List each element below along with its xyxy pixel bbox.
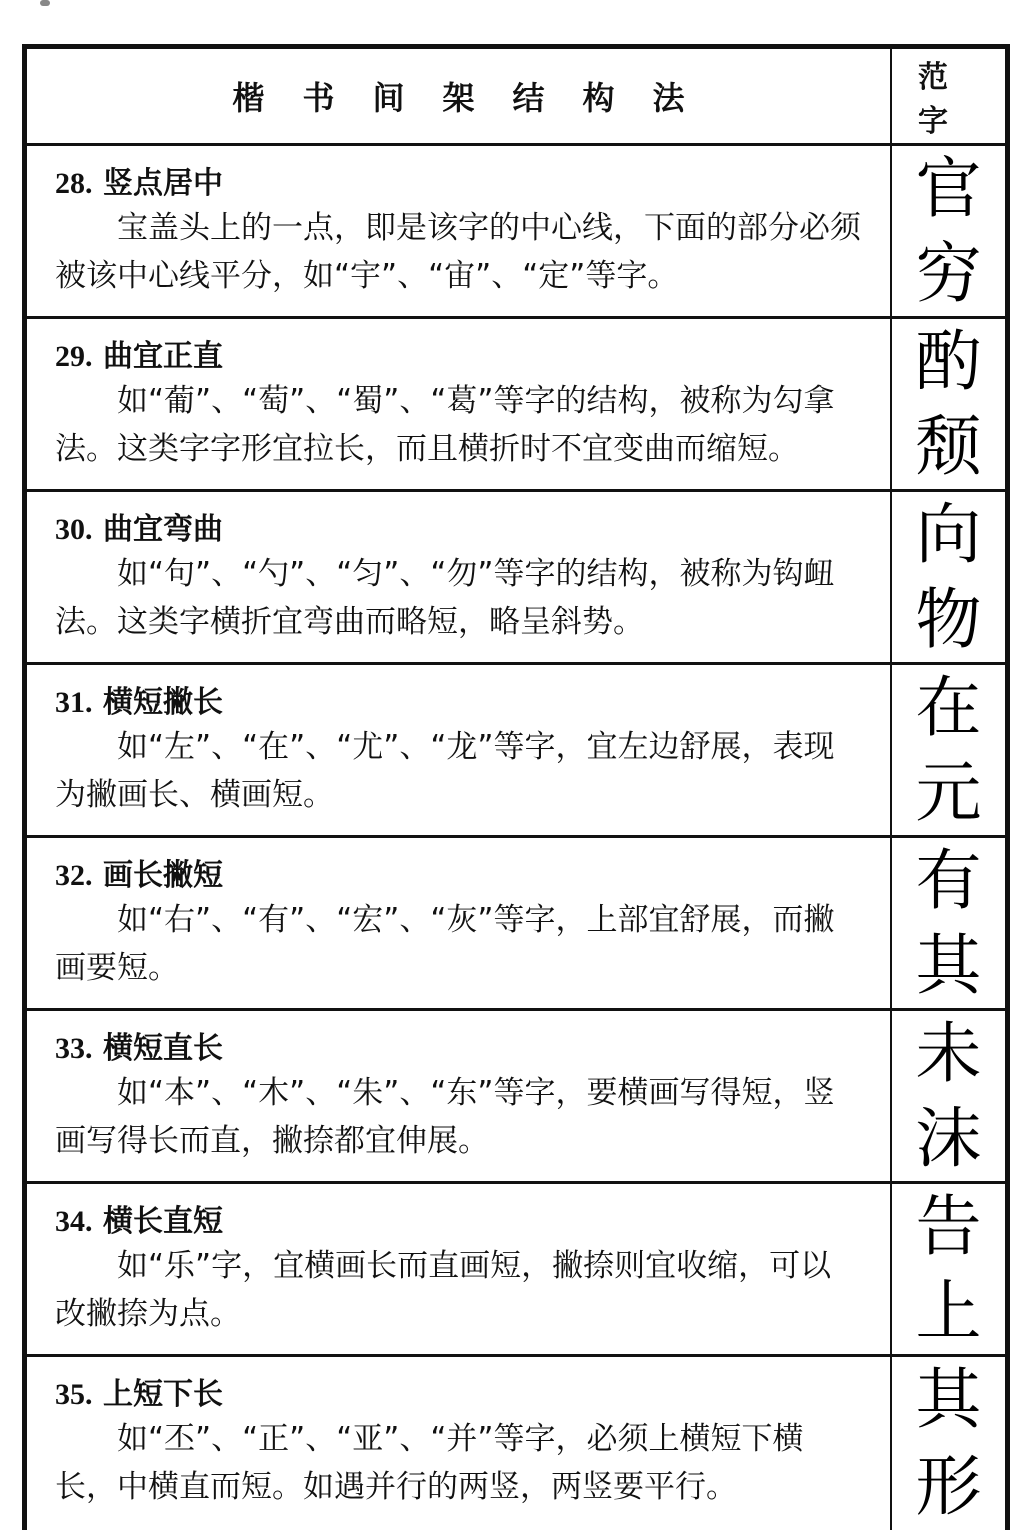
rule-body: 如“乐”字，宜横画长而直画短，撇捺则宜收缩，可以改撇捺为点。 bbox=[55, 1248, 832, 1332]
example-column-header: 范字 bbox=[918, 60, 974, 139]
table-row bbox=[27, 1184, 1005, 1357]
rule-body: 如“葡”、“萄”、“蜀”、“葛”等字的结构，被称为勾拿法。这类字字形宜拉长，而且横折时不宜变曲而缩短。 bbox=[55, 383, 835, 467]
table-header bbox=[27, 49, 1005, 146]
example-cell bbox=[892, 1011, 1005, 1181]
table-row bbox=[27, 146, 1005, 319]
table-row bbox=[27, 665, 1005, 838]
example-character: 沫 bbox=[915, 1099, 982, 1177]
rule-body: 如“丕”、“正”、“亚”、“并”等字，必须上横短下横长，中横直而短。如遇并行的两竖，两竖要平行。 bbox=[55, 1421, 804, 1505]
example-character: 穷 bbox=[915, 234, 982, 312]
rule-body: 如“本”、“木”、“朱”、“东”等字，要横画写得短，竖画写得长而直，撇捺都宜伸展。 bbox=[55, 1075, 835, 1159]
rule-body: 如“右”、“有”、“宏”、“灰”等字，上部宜舒展，而撇画要短。 bbox=[55, 902, 835, 986]
example-cell bbox=[892, 1357, 1005, 1530]
example-character: 告 bbox=[915, 1187, 982, 1265]
rule-cell bbox=[27, 1011, 892, 1181]
example-character: 未 bbox=[915, 1014, 982, 1092]
example-character: 元 bbox=[915, 753, 982, 831]
rule-cell bbox=[27, 665, 892, 835]
example-character: 其 bbox=[915, 926, 982, 1004]
rule-number: 33. bbox=[55, 1032, 93, 1065]
rule-number: 35. bbox=[55, 1378, 93, 1411]
rule-title: 横短直长 bbox=[102, 1031, 223, 1066]
example-character: 其 bbox=[915, 1361, 982, 1439]
example-character: 官 bbox=[915, 149, 982, 227]
example-cell bbox=[892, 838, 1005, 1008]
rule-title: 曲宜弯曲 bbox=[102, 512, 223, 547]
example-cell bbox=[892, 1184, 1005, 1354]
example-character: 颓 bbox=[915, 407, 982, 485]
table-title: 楷书间架结构法 bbox=[232, 79, 723, 117]
table-row bbox=[27, 838, 1005, 1011]
table-row bbox=[27, 492, 1005, 665]
rule-title: 画长撇短 bbox=[102, 858, 223, 893]
rule-heading bbox=[55, 683, 862, 723]
header-example-cell bbox=[892, 49, 1005, 143]
rule-title: 曲宜正直 bbox=[102, 339, 223, 374]
rule-number: 32. bbox=[55, 859, 93, 892]
rule-number: 31. bbox=[55, 686, 93, 719]
example-character: 物 bbox=[915, 580, 982, 658]
example-cell bbox=[892, 146, 1005, 316]
table-row bbox=[27, 1011, 1005, 1184]
rule-cell bbox=[27, 1357, 892, 1530]
example-character: 形 bbox=[915, 1447, 982, 1525]
rule-cell bbox=[27, 319, 892, 489]
rule-heading bbox=[55, 1029, 862, 1069]
rule-title: 横短撇长 bbox=[102, 685, 223, 720]
rule-cell bbox=[27, 838, 892, 1008]
example-character: 在 bbox=[915, 668, 982, 746]
table-row bbox=[27, 1357, 1005, 1530]
rule-body: 如“句”、“勺”、“匀”、“勿”等字的结构，被称为钩衄法。这类字横折宜弯曲而略短，略呈斜势。 bbox=[55, 556, 835, 640]
calligraphy-structure-table bbox=[22, 44, 1010, 1530]
example-character: 酌 bbox=[915, 322, 982, 400]
rule-number: 29. bbox=[55, 340, 93, 373]
rule-heading bbox=[55, 856, 862, 896]
table-row bbox=[27, 319, 1005, 492]
example-character: 有 bbox=[915, 841, 982, 919]
rule-title: 上短下长 bbox=[102, 1377, 223, 1412]
example-cell bbox=[892, 492, 1005, 662]
rule-body: 宝盖头上的一点，即是该字的中心线，下面的部分必须被该中心线平分，如“宇”、“宙”、“定”等字。 bbox=[55, 210, 861, 294]
rule-heading bbox=[55, 337, 862, 377]
rule-cell bbox=[27, 1184, 892, 1354]
rule-heading bbox=[55, 164, 862, 204]
rule-number: 34. bbox=[55, 1205, 93, 1238]
rule-number: 30. bbox=[55, 513, 93, 546]
rule-title: 横长直短 bbox=[102, 1204, 223, 1239]
rule-cell bbox=[27, 492, 892, 662]
example-cell bbox=[892, 665, 1005, 835]
rule-cell bbox=[27, 146, 892, 316]
example-character: 上 bbox=[915, 1272, 982, 1350]
example-character: 向 bbox=[915, 495, 982, 573]
rule-heading bbox=[55, 510, 862, 550]
rule-title: 竖点居中 bbox=[102, 166, 223, 201]
example-cell bbox=[892, 319, 1005, 489]
rule-heading bbox=[55, 1202, 862, 1242]
scan-smudge bbox=[40, 0, 50, 6]
rule-number: 28. bbox=[55, 167, 93, 200]
rule-heading bbox=[55, 1375, 862, 1415]
rule-body: 如“左”、“在”、“尤”、“龙”等字，宜左边舒展，表现为撇画长、横画短。 bbox=[55, 729, 835, 813]
header-title-cell bbox=[27, 49, 892, 143]
